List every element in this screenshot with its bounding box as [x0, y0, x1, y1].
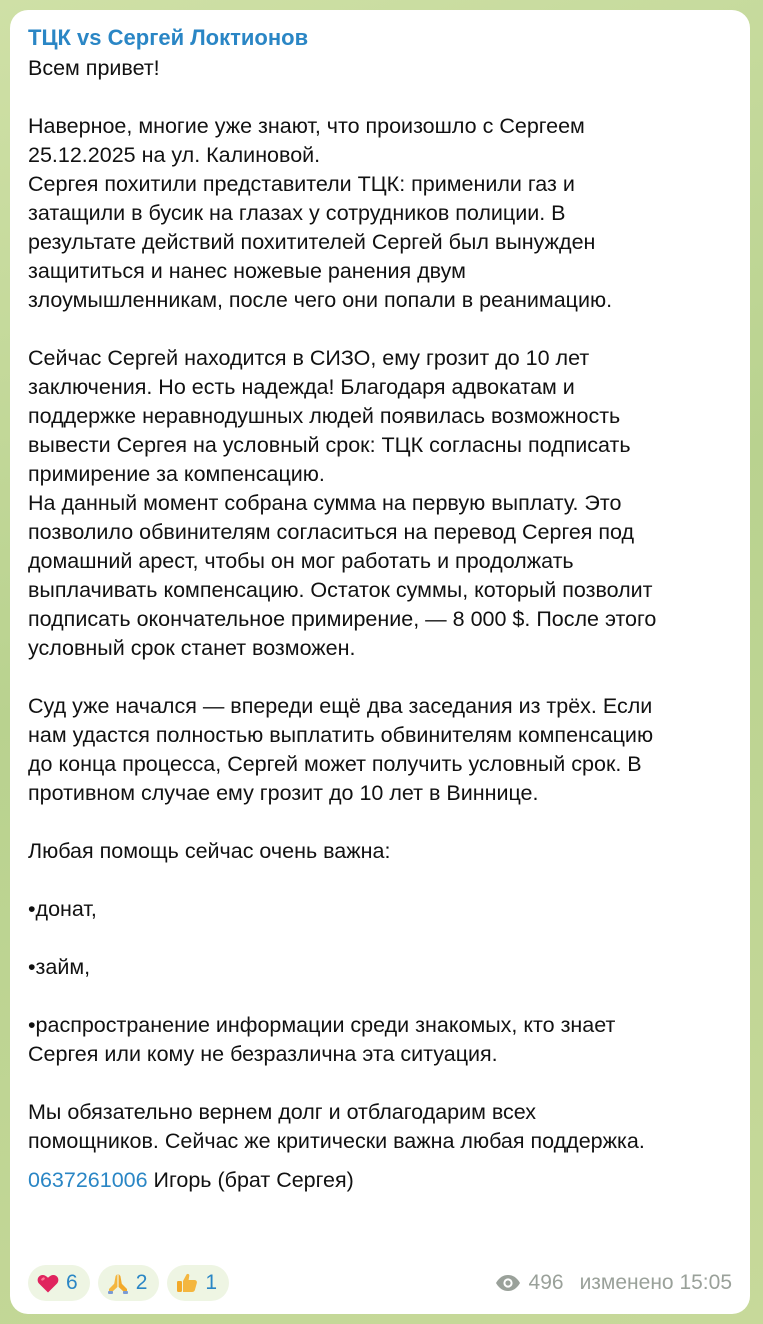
- post-body: Всем привет! Наверное, многие уже знают, что произошло с Сергеем 25.12.2025 на ул. Калиновой. Сергея похитили представители ТЦК: применили газ и затащили в бусик на глазах у сотрудников полиции. В результате действий похитителей Сергей был вынужден защититься и нанес ножевые ранения двум злоумышленникам, после чего они попали в реанимацию. Сейчас Сергей находится в СИЗО, ему грозит до 10 лет заключения. Но есть надежда! Благодаря адвокатам и поддержке неравнодушных людей появилась возможность вывести Сергея на условный срок: ТЦК согласны подписать примирение за компенсацию. На данный момент собрана сумма на первую выплату. Это позволило обвинителям согласиться на перевод Сергея под домашний арест, чтобы он мог работать и продолжать выплачивать компенсацию. Остаток суммы, который позволит подписать окончательное примирение, — 8 000 $. После этого условный срок станет возможен. Суд уже начался — впереди ещё два заседания из трёх. Если нам удастся полностью выплатить обвинителям компенсацию до конца процесса, Сергей может получить условный срок. В противном случае ему грозит до 10 лет в Виннице. Любая помощь сейчас очень важна: •донат, •займ, •распространение информации среди знакомых, кто знает Сергея или кому не безразлична эта ситуация. Мы обязательно вернем долг и отблагодарим всех помощников. Сейчас же критически важна любая поддержка.: [28, 56, 657, 1153]
- contact-name: Игорь (брат Сергея): [147, 1168, 354, 1192]
- praying-hands-icon: [106, 1271, 130, 1295]
- message-footer: [28, 1264, 732, 1302]
- message-meta: [495, 1271, 732, 1295]
- eye-icon: [495, 1274, 521, 1292]
- reaction-thumbs-up[interactable]: [167, 1265, 229, 1301]
- reaction-count: 1: [205, 1271, 218, 1294]
- reaction-praying-hands[interactable]: [98, 1265, 160, 1301]
- view-count: 496: [528, 1271, 564, 1294]
- contact-line: [28, 1166, 732, 1195]
- reaction-heart[interactable]: [28, 1265, 90, 1301]
- thumbs-up-icon: [175, 1271, 199, 1295]
- channel-title[interactable]: ТЦК vs Сергей Локтионов: [28, 25, 309, 50]
- reaction-count: 2: [135, 1271, 148, 1294]
- message-bubble: [10, 10, 750, 1314]
- heart-icon: [36, 1271, 60, 1295]
- reactions-bar: [28, 1265, 229, 1301]
- reaction-count: 6: [66, 1271, 78, 1294]
- edited-timestamp: изменено 15:05: [579, 1271, 732, 1294]
- phone-link[interactable]: 0637261006: [28, 1168, 148, 1192]
